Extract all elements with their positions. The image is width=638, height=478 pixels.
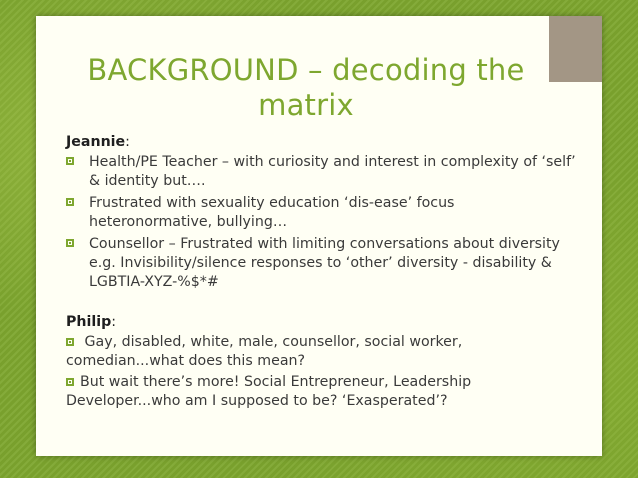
paragraph-text: But wait there’s more! Social Entrepreneur, Leadership Developer...who am I supposed to be? ‘Exasperated’? bbox=[66, 374, 472, 409]
jeannie-name: Jeannie bbox=[66, 134, 126, 150]
square-bullet-icon bbox=[66, 157, 74, 165]
square-bullet-icon bbox=[66, 378, 74, 386]
philip-heading bbox=[66, 313, 576, 332]
bullet-text: Counsellor – Frustrated with limiting conversations about diversity e.g. Invisibility/silence responses to ‘other’ diversity - disability & LGBTIA-XYZ-%$*# bbox=[89, 236, 560, 290]
list-item bbox=[66, 153, 576, 191]
slide bbox=[36, 16, 602, 456]
philip-paragraph-2 bbox=[66, 373, 576, 411]
philip-colon: : bbox=[111, 314, 117, 330]
philip-name: Philip bbox=[66, 314, 112, 330]
bullet-text: Health/PE Teacher – with curiosity and interest in complexity of ‘self’ & identity but…. bbox=[89, 154, 576, 189]
jeannie-heading bbox=[66, 133, 576, 152]
slide-title bbox=[36, 53, 576, 123]
title-line-2: matrix bbox=[258, 88, 354, 122]
title-line-1: BACKGROUND – decoding the bbox=[87, 53, 525, 87]
list-item bbox=[66, 194, 576, 232]
philip-paragraph-1 bbox=[66, 333, 576, 371]
list-item bbox=[66, 235, 576, 292]
jeannie-bullet-list bbox=[66, 153, 576, 292]
slide-content bbox=[66, 133, 576, 413]
square-bullet-icon bbox=[66, 239, 74, 247]
bullet-text: Frustrated with sexuality education ‘dis-ease’ focus heteronormative, bullying… bbox=[89, 195, 455, 230]
square-bullet-icon bbox=[66, 338, 74, 346]
jeannie-colon: : bbox=[125, 134, 130, 150]
square-bullet-icon bbox=[66, 198, 74, 206]
spacer bbox=[66, 295, 576, 313]
paragraph-text: Gay, disabled, white, male, counsellor, social worker, comedian...what does this mean? bbox=[66, 334, 463, 369]
